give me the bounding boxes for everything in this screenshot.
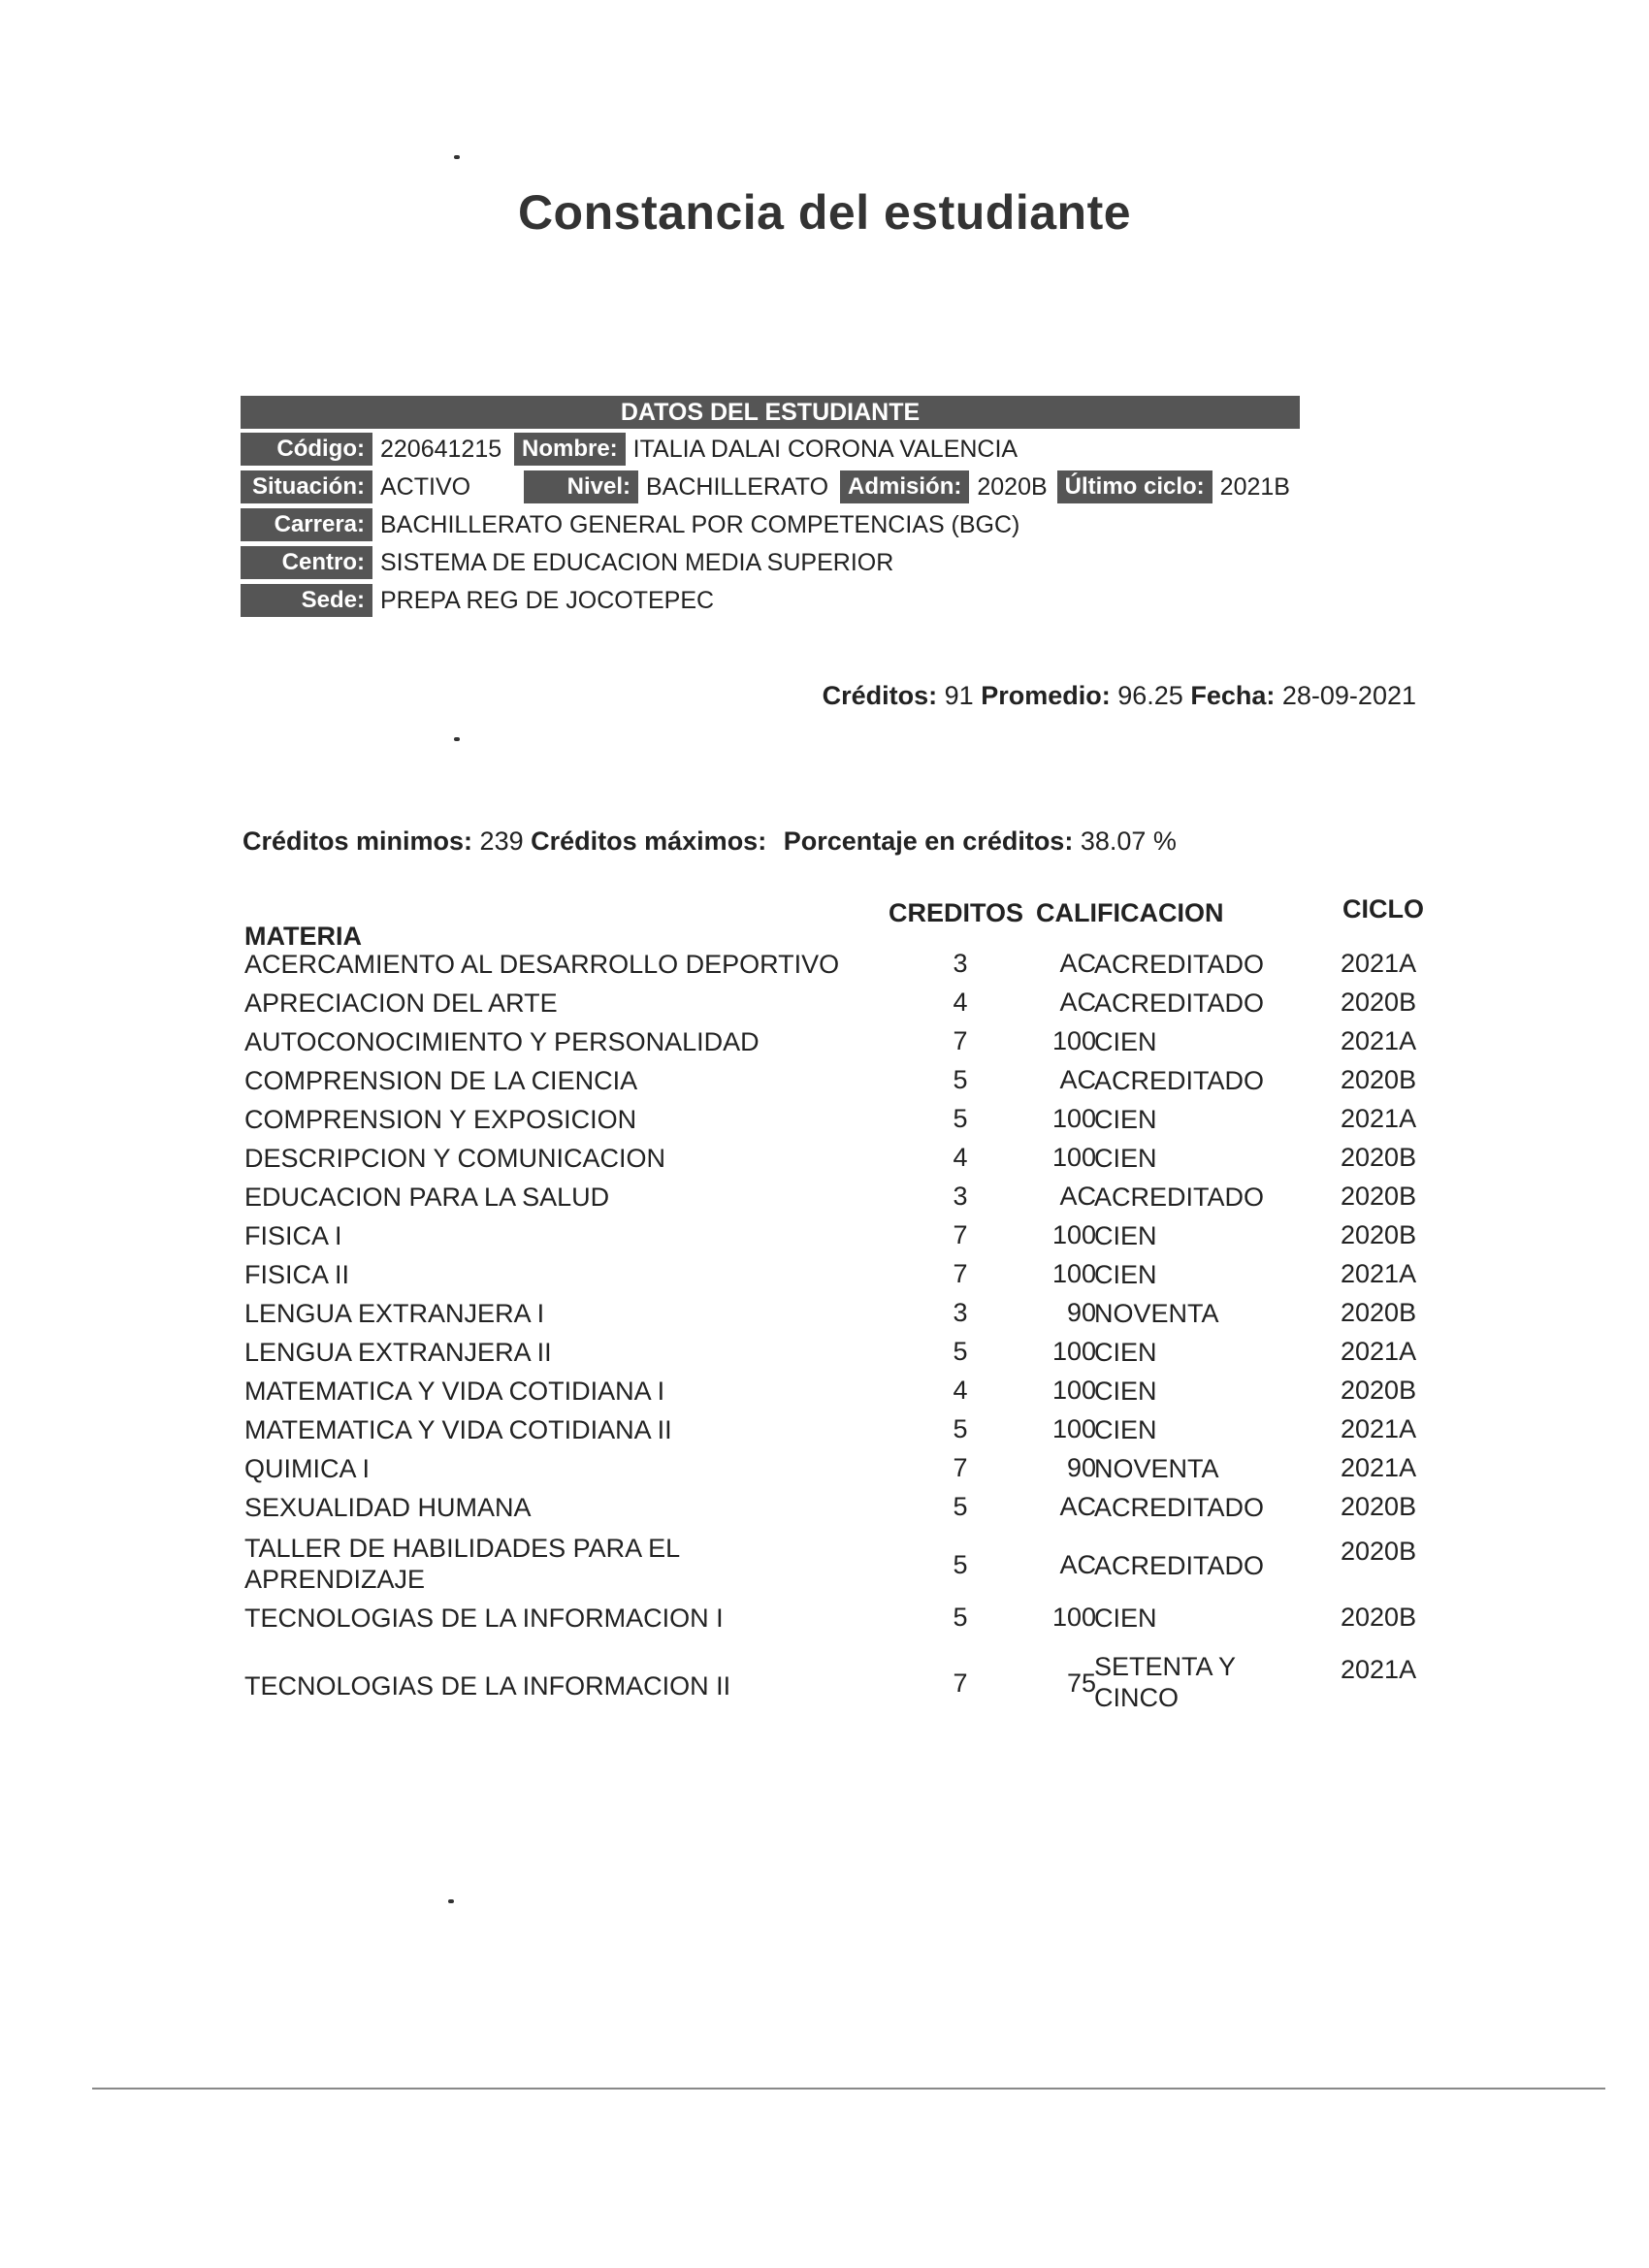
calificacion-number-cell: 100 xyxy=(1051,1414,1096,1443)
nivel-value: BACHILLERATO xyxy=(646,472,829,501)
materia-cell: TECNOLOGIAS DE LA INFORMACION II xyxy=(244,1671,731,1701)
sede-value: PREPA REG DE JOCOTEPEC xyxy=(380,586,715,614)
ciclo-cell: 2020B xyxy=(1341,1220,1417,1249)
creditos-cell: 7 xyxy=(953,1669,968,1698)
creditos-cell: 3 xyxy=(953,1298,968,1327)
codigo-value: 220641215 xyxy=(380,435,502,463)
header-calificacion: CALIFICACION xyxy=(1036,898,1224,927)
ciclo-cell: 2021A xyxy=(1341,1453,1417,1482)
table-row xyxy=(0,1337,1649,1376)
ciclo-cell: 2021A xyxy=(1341,1655,1417,1684)
calificacion-text-cell: NOVENTA xyxy=(1094,1299,1219,1328)
carrera-value: BACHILLERATO GENERAL POR COMPETENCIAS (BGC) xyxy=(380,510,1020,538)
fecha-value: 28-09-2021 xyxy=(1281,681,1416,710)
ciclo-cell: 2021A xyxy=(1341,1026,1417,1055)
materia-cell: LENGUA EXTRANJERA II xyxy=(244,1338,552,1367)
ultimo-ciclo-value: 2021B xyxy=(1219,472,1290,501)
calificacion-number-cell: 100 xyxy=(1051,1104,1096,1133)
ciclo-cell: 2020B xyxy=(1341,1492,1417,1521)
calificacion-text-cell: SETENTA Y CINCO xyxy=(1094,1652,1236,1712)
scan-speck xyxy=(454,155,460,159)
nombre-label: Nombre: xyxy=(514,433,626,466)
ciclo-cell: 2020B xyxy=(1341,1537,1417,1566)
creditos-label: Créditos: xyxy=(822,681,938,710)
sede-label: Sede: xyxy=(241,584,372,617)
table-row xyxy=(0,1143,1649,1182)
page-title: Constancia del estudiante xyxy=(517,185,1132,240)
situacion-value: ACTIVO xyxy=(380,472,471,501)
info-row-sede xyxy=(241,583,1300,618)
creditos-cell: 4 xyxy=(953,1143,968,1172)
credits-summary xyxy=(823,681,1416,711)
ciclo-cell: 2021A xyxy=(1341,1337,1417,1366)
calificacion-number-cell: 100 xyxy=(1051,1143,1096,1172)
materia-cell: MATEMATICA Y VIDA COTIDIANA I xyxy=(244,1377,665,1406)
materia-cell: MATEMATICA Y VIDA COTIDIANA II xyxy=(244,1415,672,1444)
calificacion-number-cell: AC xyxy=(1059,1550,1096,1579)
scan-speck xyxy=(454,737,460,741)
materia-cell: FISICA II xyxy=(244,1260,350,1289)
calificacion-text-cell: ACREDITADO xyxy=(1094,1493,1265,1522)
calificacion-text-cell: CIEN xyxy=(1094,1415,1157,1444)
materia-cell: COMPRENSION Y EXPOSICION xyxy=(244,1105,637,1134)
creditos-cell: 3 xyxy=(953,949,968,978)
creditos-cell: 3 xyxy=(953,1182,968,1211)
ciclo-cell: 2021A xyxy=(1341,949,1417,978)
creditos-cell: 4 xyxy=(953,1376,968,1405)
calificacion-text-cell: CIEN xyxy=(1094,1027,1157,1056)
table-row xyxy=(0,988,1649,1026)
ciclo-cell: 2020B xyxy=(1341,1143,1417,1172)
calificacion-number-cell: 100 xyxy=(1051,1603,1096,1632)
calificacion-number-cell: 90 xyxy=(1066,1298,1096,1327)
creditos-cell: 5 xyxy=(953,1492,968,1521)
materia-cell: AUTOCONOCIMIENTO Y PERSONALIDAD xyxy=(244,1027,760,1056)
nivel-label: Nivel: xyxy=(524,470,638,503)
calificacion-number-cell: 100 xyxy=(1051,1220,1096,1249)
carrera-label: Carrera: xyxy=(241,508,372,541)
centro-value: SISTEMA DE EDUCACION MEDIA SUPERIOR xyxy=(380,548,894,576)
creditos-minimos-label: Créditos minimos: xyxy=(242,826,473,856)
table-row xyxy=(0,1220,1649,1259)
scan-speck xyxy=(448,1899,454,1903)
calificacion-text-cell: ACREDITADO xyxy=(1094,1066,1265,1095)
situacion-label: Situación: xyxy=(241,470,372,503)
info-row-centro xyxy=(241,545,1300,580)
calificacion-text-cell: ACREDITADO xyxy=(1094,950,1265,979)
creditos-cell: 5 xyxy=(953,1603,968,1632)
table-row xyxy=(0,949,1649,988)
creditos-value: 91 xyxy=(944,681,974,710)
ciclo-cell: 2020B xyxy=(1341,1298,1417,1327)
promedio-label: Promedio: xyxy=(981,681,1111,710)
table-row xyxy=(0,1603,1649,1641)
student-info-panel xyxy=(241,396,1300,621)
creditos-cell: 7 xyxy=(953,1453,968,1482)
ciclo-cell: 2020B xyxy=(1341,1376,1417,1405)
calificacion-text-cell: CIEN xyxy=(1094,1338,1157,1367)
calificacion-text-cell: ACREDITADO xyxy=(1094,1183,1265,1212)
calificacion-number-cell: 100 xyxy=(1051,1337,1096,1366)
materia-cell: APRECIACION DEL ARTE xyxy=(244,988,558,1018)
promedio-value: 96.25 xyxy=(1117,681,1183,710)
calificacion-text-cell: CIEN xyxy=(1094,1260,1157,1289)
calificacion-text-cell: NOVENTA xyxy=(1094,1454,1219,1483)
calificacion-number-cell: AC xyxy=(1059,1182,1096,1211)
ciclo-cell: 2020B xyxy=(1341,1065,1417,1094)
calificacion-text-cell: CIEN xyxy=(1094,1221,1157,1250)
admision-value: 2020B xyxy=(977,472,1048,501)
ciclo-cell: 2020B xyxy=(1341,1603,1417,1632)
materia-cell: SEXUALIDAD HUMANA xyxy=(244,1493,532,1522)
table-row xyxy=(0,1065,1649,1104)
calificacion-number-cell: 90 xyxy=(1066,1453,1096,1482)
creditos-cell: 4 xyxy=(953,988,968,1017)
table-row xyxy=(0,1104,1649,1143)
table-row xyxy=(0,1026,1649,1065)
credits-requirements xyxy=(242,826,1177,857)
creditos-cell: 5 xyxy=(953,1104,968,1133)
materia-cell: EDUCACION PARA LA SALUD xyxy=(244,1183,610,1212)
table-row xyxy=(0,1453,1649,1492)
porcentaje-label: Porcentaje en créditos: xyxy=(783,826,1074,856)
ciclo-cell: 2021A xyxy=(1341,1414,1417,1443)
creditos-cell: 5 xyxy=(953,1414,968,1443)
creditos-cell: 7 xyxy=(953,1220,968,1249)
header-ciclo: CICLO xyxy=(1342,894,1424,923)
header-creditos: CREDITOS xyxy=(889,898,1024,927)
materia-cell: DESCRIPCION Y COMUNICACION xyxy=(244,1144,666,1173)
calificacion-text-cell: ACREDITADO xyxy=(1094,988,1265,1018)
table-row xyxy=(0,1259,1649,1298)
admision-label: Admisión: xyxy=(840,470,969,503)
table-row xyxy=(0,1298,1649,1337)
calificacion-text-cell: ACREDITADO xyxy=(1094,1551,1265,1580)
calificacion-text-cell: CIEN xyxy=(1094,1604,1157,1633)
materia-cell: LENGUA EXTRANJERA I xyxy=(244,1299,545,1328)
centro-label: Centro: xyxy=(241,546,372,579)
calificacion-number-cell: AC xyxy=(1059,1065,1096,1094)
materia-cell: FISICA I xyxy=(244,1221,342,1250)
calificacion-text-cell: CIEN xyxy=(1094,1144,1157,1173)
table-row xyxy=(0,1533,1649,1601)
creditos-cell: 5 xyxy=(953,1065,968,1094)
table-row xyxy=(0,1414,1649,1453)
calificacion-text-cell: CIEN xyxy=(1094,1105,1157,1134)
creditos-minimos-value: 239 xyxy=(479,826,524,856)
table-row xyxy=(0,1376,1649,1414)
nombre-value: ITALIA DALAI CORONA VALENCIA xyxy=(632,435,1018,463)
ciclo-cell: 2020B xyxy=(1341,1182,1417,1211)
materia-cell: ACERCAMIENTO AL DESARROLLO DEPORTIVO xyxy=(244,950,840,979)
info-row-situacion xyxy=(241,470,1300,504)
table-row xyxy=(0,1492,1649,1531)
calificacion-number-cell: 75 xyxy=(1066,1669,1096,1698)
materia-cell: TECNOLOGIAS DE LA INFORMACION I xyxy=(244,1604,724,1633)
table-row xyxy=(0,1182,1649,1220)
creditos-cell: 7 xyxy=(953,1026,968,1055)
header-materia: MATERIA xyxy=(244,922,362,951)
materia-cell: COMPRENSION DE LA CIENCIA xyxy=(244,1066,638,1095)
materia-cell: TALLER DE HABILIDADES PARA EL APRENDIZAJE xyxy=(244,1534,680,1594)
ciclo-cell: 2021A xyxy=(1341,1259,1417,1288)
ultimo-ciclo-label: Último ciclo: xyxy=(1057,470,1212,503)
creditos-cell: 7 xyxy=(953,1259,968,1288)
calificacion-number-cell: 100 xyxy=(1051,1259,1096,1288)
ciclo-cell: 2021A xyxy=(1341,1104,1417,1133)
calificacion-text-cell: CIEN xyxy=(1094,1377,1157,1406)
footer-divider xyxy=(92,2088,1605,2090)
porcentaje-value: 38.07 % xyxy=(1080,826,1177,856)
ciclo-cell: 2020B xyxy=(1341,988,1417,1017)
info-row-codigo xyxy=(241,432,1300,467)
materia-cell: QUIMICA I xyxy=(244,1454,371,1483)
calificacion-number-cell: 100 xyxy=(1051,1026,1096,1055)
student-info-header: DATOS DEL ESTUDIANTE xyxy=(241,396,1300,429)
creditos-cell: 5 xyxy=(953,1337,968,1366)
creditos-maximos-label: Créditos máximos: xyxy=(531,826,767,856)
codigo-label: Código: xyxy=(241,433,372,466)
fecha-label: Fecha: xyxy=(1190,681,1276,710)
creditos-cell: 5 xyxy=(953,1550,968,1579)
calificacion-number-cell: 100 xyxy=(1051,1376,1096,1405)
table-row xyxy=(0,1651,1649,1719)
calificacion-number-cell: AC xyxy=(1059,1492,1096,1521)
calificacion-number-cell: AC xyxy=(1059,949,1096,978)
info-row-carrera xyxy=(241,507,1300,542)
calificacion-number-cell: AC xyxy=(1059,988,1096,1017)
